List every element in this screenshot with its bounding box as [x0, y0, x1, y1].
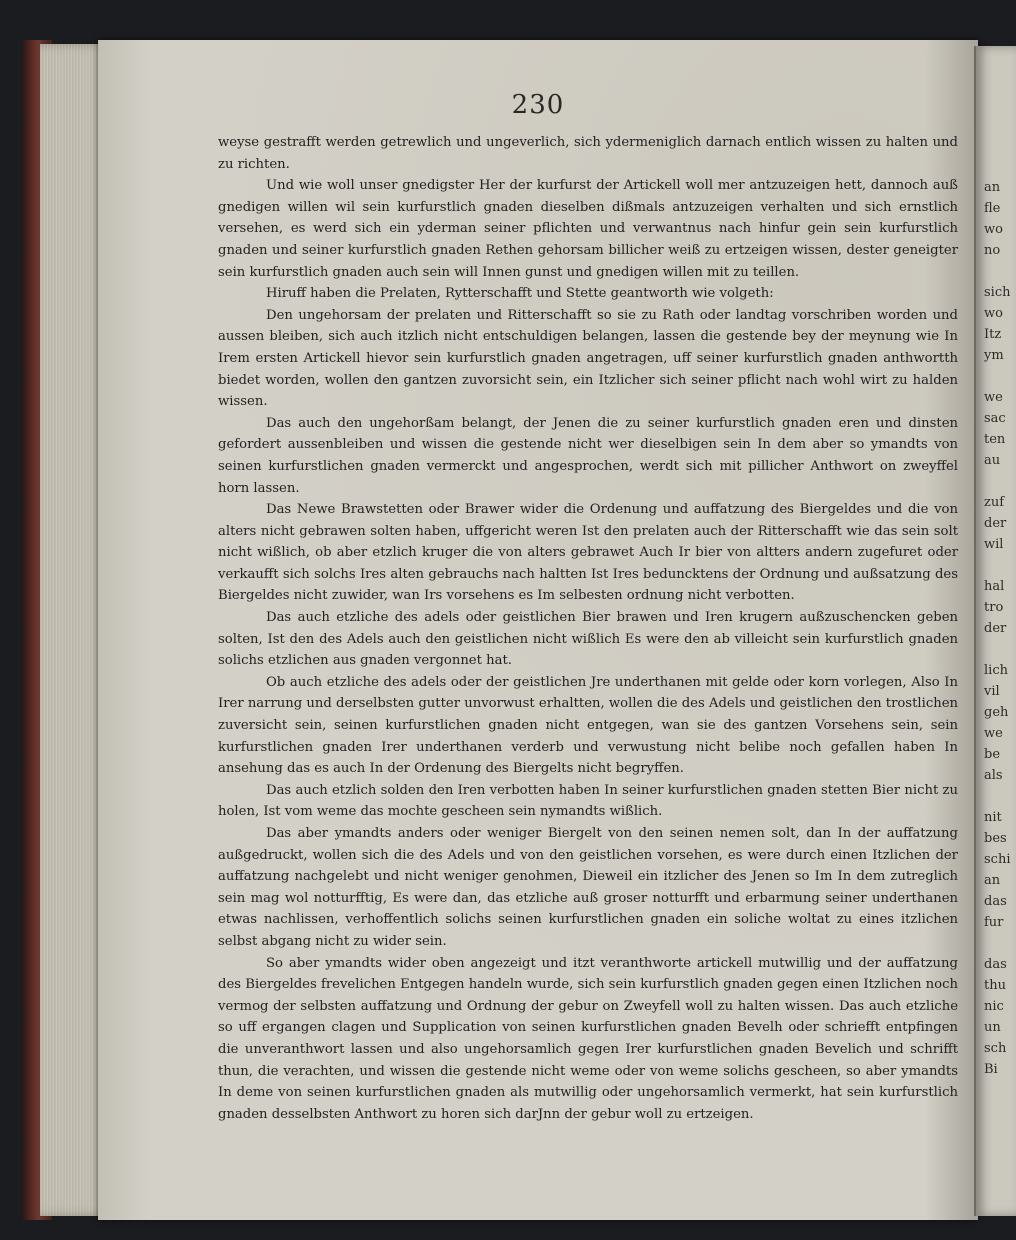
paragraph: Das Newe Brawstetten oder Brawer wider die Ordenung und auffatzung des Biergeldes und die von alters nicht gebrawen solten haben, uffgericht weren Ist den prelaten auch der Ritterschafft wie das sein solt nicht wißlich, ob aber etzlich kruger die von alters gebrawet Auch Ir bier von altters andern zugefuret oder verkaufft sich solchs Ires alten gebrauchs nach haltten Ist Ires beduncktens der Ordnung und außsatzung des Biergeldes nicht zuwider, wan Irs vorsehens es Im selbesten ordnung nicht verbotten.	[218, 502, 958, 604]
facing-page-edge	[974, 46, 1016, 1216]
paragraph: Das aber ymandts anders oder weniger Biergelt von den seinen nemen solt, dan In der auffatzung außgedruckt, wollen sich die des Adels und von den geistlichen vorsehen, es were durch einen Itzlichen der auffatzung nachgelebt und nicht weniger genohmen, Dieweil ein itzlicher des Jenen so Im In dem zutreglich sein mag wol notturfftig, Es were dan, das etzliche auß groser notturfft und erbarmung seiner underthanen etwas nachlissen, verhoffentlich solichs seinen kurfurstlichen gnaden ein soliche woltat zu eines itzlichen selbst abgang nicht zu wider sein.	[218, 826, 958, 949]
facing-page-fragment: zuf	[984, 495, 1005, 510]
facing-page-fragment: an	[984, 180, 1001, 195]
facing-page-fragment: sac	[984, 411, 1006, 426]
facing-page-fragment: wo	[984, 222, 1003, 237]
facing-page-fragment: ym	[984, 348, 1004, 363]
facing-page-fragment: nic	[984, 999, 1004, 1014]
facing-page-fragment: lich	[984, 663, 1008, 678]
paragraph: Den ungehorsam der prelaten und Ritterschafft so sie zu Rath oder landtag vorschriben worden und aussen bleiben, sich auch itzlich nicht entschuldigen belangen, lassen die gestende bey der meynung wie In Irem ersten Artickell hievor sein kurfurstlich gnaden angetragen, uff seiner kurfurstlich gnaden anthwortth biedet worden, wollen den gantzen zuvorsicht sein, ein Itzlicher sich seiner pflicht nach wohl wirt zu halden wissen.	[218, 307, 958, 410]
paragraph: So aber ymandts wider oben angezeigt und itzt veranthworte artickell mutwillig und der auffatzung des Biergeldes frevelichen Entgegen handeln wurde, sich sein kurfurstlich gnaden gegen einen Itzlichen noch vermog der selbsten auffatzung und Ordnung der gebur on Zweyfell woll zu halten wissen. Das auch etzliche so uff ergangen clagen und Supplication von seinen kurfurstlichen gnaden Bevelh oder schriefft entpfingen die unveranthwort lassen und also ungehorsamlich gegen Irer kurfurstlichen gnaden Bevelich und schrifft thun, die verachten, und wissen die gestende nicht weme oder von weme solichs gescheen, so aber ymandts In deme von seinen kurfurstlichen gnaden als mutwillig oder ungehorsamlich vermerkt, hat sein kurfurstlich gnaden desselbsten Anthwort zu horen sich darJnn der gebur woll zu ertzeigen.	[218, 955, 958, 1122]
facing-page-fragment: hal	[984, 579, 1005, 594]
facing-page-fragment: fur	[984, 915, 1004, 930]
paragraph: Das auch den ungehorßam belangt, der Jenen die zu seiner kurfurstlich gnaden eren und dinsten gefordert aussenbleiben und wissen die gestende nicht wer dieselbigen sein In dem aber so ymandts von seinen kurfurstlichen gnaden vermerckt und angesprochen, werdt sich mit pillicher Anthwort on zweyffel horn lassen.	[218, 415, 958, 496]
facing-page-fragment: bes	[984, 831, 1007, 846]
paragraph: Und wie woll unser gnedigster Her der kurfurst der Artickell woll mer antzuzeigen hett, dannoch auß gnedigen willen wil sein kurfurstlich gnaden dieselben dißmals antzuzeigen verhalten und sich ernstlich versehen, es werd sich ein yderman seiner pflichten und verwantnus nach hinfur gein sein kurfurstlich gnaden und seiner kurfurstlich gnaden Rethen gehorsam billicher weiß zu ertzeigen wissen, dester geneigter sein kurfurstlich gnaden auch sein will Innen gunst und gnedigen willen mit zu teillen.	[218, 178, 958, 280]
paragraph: Das auch etzlich solden den Iren verbotten haben In seiner kurfurstlichen gnaden stetten Bier nicht zu holen, Ist vom weme das mochte gescheen sein nymandts wißlich.	[218, 782, 958, 820]
facing-page-fragment: sich	[984, 285, 1011, 300]
facing-page-fragment: wo	[984, 306, 1003, 321]
facing-page-fragment: Bi	[984, 1062, 998, 1077]
paragraph: weyse gestrafft werden getrewlich und ungeverlich, sich ydermeniglich darnach entlich wissen zu halten und zu richten.	[218, 135, 958, 172]
facing-page-fragment: no	[984, 243, 1001, 258]
facing-page-fragment: das	[984, 957, 1007, 972]
facing-page-fragment: un	[984, 1020, 1001, 1035]
facing-page-fragment: schi	[984, 852, 1011, 867]
page-body	[218, 132, 958, 1125]
paragraph: Das auch etzliche des adels oder geistlichen Bier brawen und Iren krugern außzuschencken geben solten, Ist den des Adels auch den geistlichen nicht wißlich Es were den ab villeicht sein kurfurstlich gnaden solichs etzlichen aus gnaden vergonnet hat.	[218, 610, 958, 669]
facing-page-fragment: thu	[984, 978, 1006, 993]
book-page	[98, 40, 978, 1220]
facing-page-fragment: das	[984, 894, 1007, 909]
facing-page-fragment: geh	[984, 705, 1009, 720]
facing-page-fragment: an	[984, 873, 1001, 888]
facing-page-fragment: we	[984, 390, 1003, 405]
facing-page-fragment: nit	[984, 810, 1002, 825]
facing-page-fragment: der	[984, 516, 1007, 531]
facing-page-fragment: als	[984, 768, 1003, 783]
facing-page-fragment: wil	[984, 537, 1004, 552]
facing-page-fragment: sch	[984, 1041, 1007, 1056]
facing-page-fragment: fle	[984, 201, 1001, 216]
page-number: 230	[511, 90, 565, 120]
facing-page-fragment: Itz	[984, 327, 1002, 342]
facing-page-fragment: der	[984, 621, 1007, 636]
paragraph: Ob auch etzliche des adels oder der geistlichen Jre underthanen mit gelde oder korn vorlegen, Also In Irer narrung und derselbsten gutter unvorwust erhaltten, wollen die des Adels und geistlichen den trostlichen zuversicht sein, seinen kurfurstlichen gnaden nicht entgegen, wan sie des gantzen Vorsehens sein, sein kurfurstlichen gnaden Irer underthanen verderb und verwustung nicht belibe noch gefallen haben In ansehung das es auch In der Ordenung des Biergelts nicht begryffen.	[218, 674, 958, 777]
facing-page-fragment: ten	[984, 432, 1006, 447]
facing-page-fragment: au	[984, 453, 1001, 468]
facing-page-fragment: we	[984, 726, 1003, 741]
paragraph: Hiruff haben die Prelaten, Rytterschafft und Stette geantworth wie volgeth:	[266, 286, 774, 302]
facing-page-fragment: vil	[984, 684, 1000, 699]
facing-page-fragment: be	[984, 747, 1001, 762]
facing-page-fragment: tro	[984, 600, 1004, 615]
